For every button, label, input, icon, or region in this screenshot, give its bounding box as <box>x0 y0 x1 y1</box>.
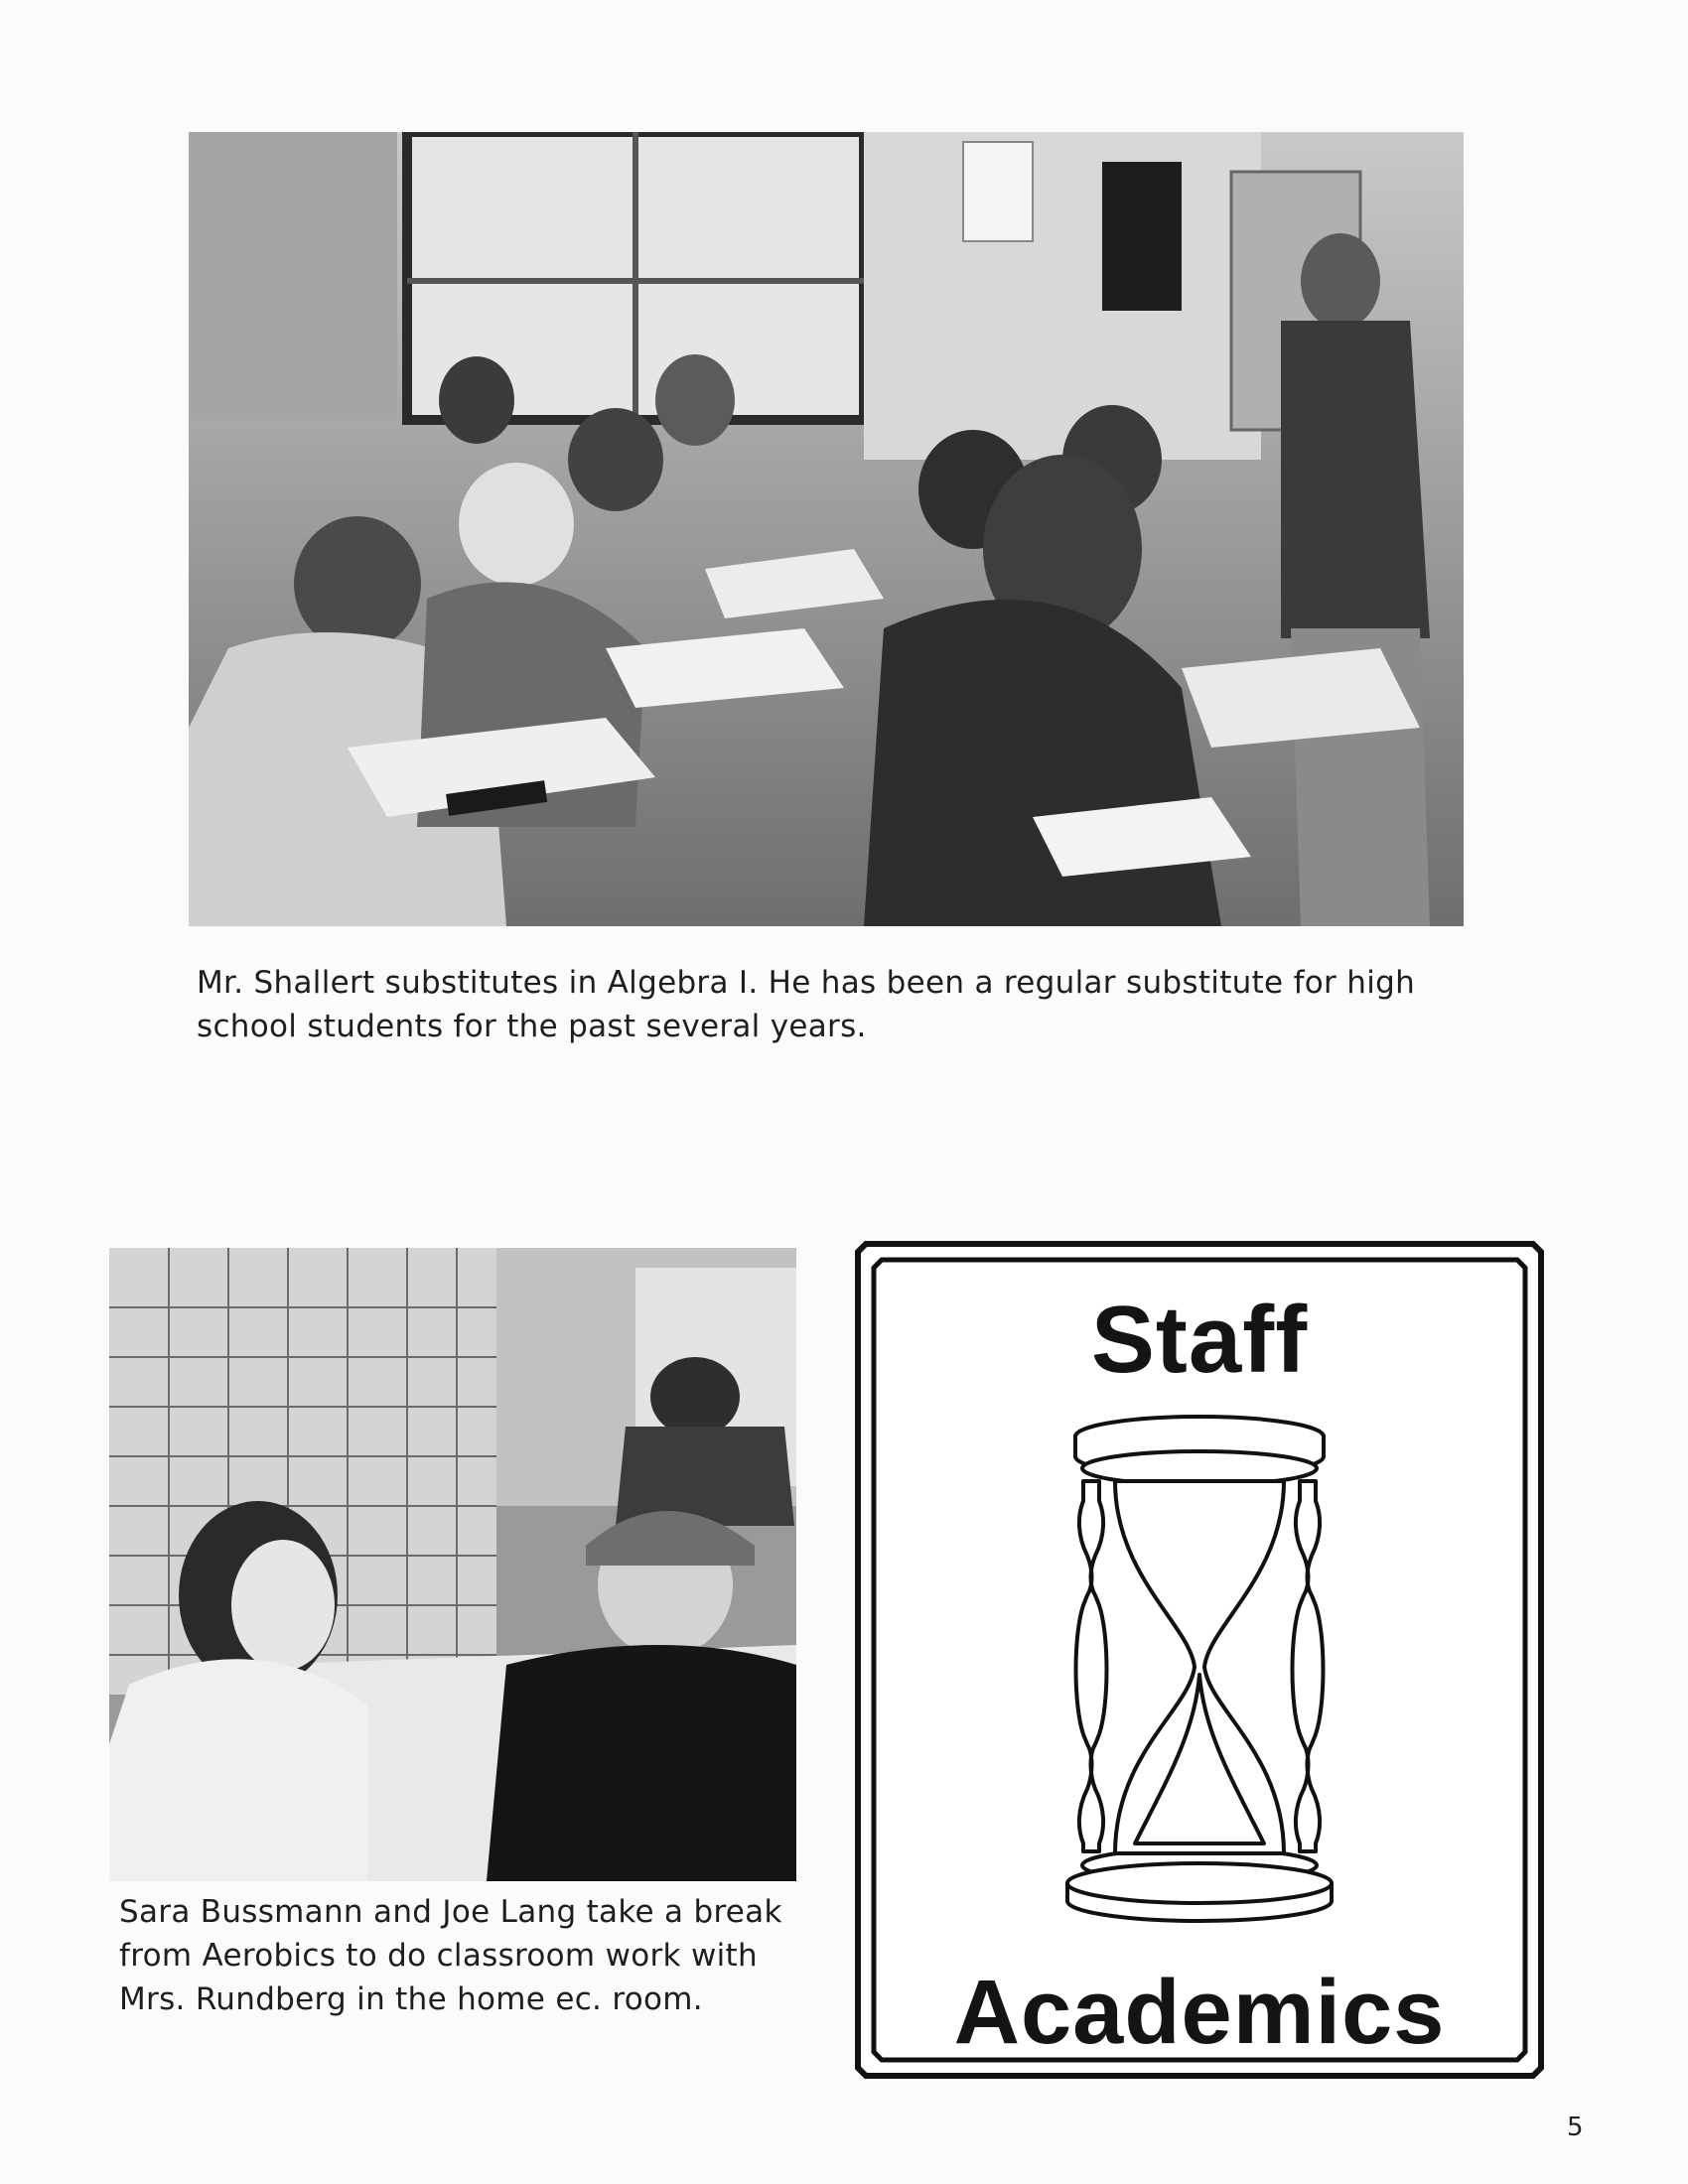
hourglass-icon <box>1046 1407 1353 1923</box>
classroom-photo-image <box>189 132 1464 926</box>
sign-title-academics: Academics <box>953 1962 1446 2063</box>
home-ec-photo <box>109 1248 796 1881</box>
section-sign <box>852 1238 1547 2082</box>
home-ec-photo-caption: Sara Bussmann and Joe Lang take a break from Aerobics to do classroom work with Mrs. Rundberg in the home ec. room. <box>119 1894 782 2017</box>
home-ec-photo-image <box>109 1248 796 1881</box>
classroom-photo <box>189 132 1464 926</box>
sign-title-staff: Staff <box>1090 1287 1309 1393</box>
page-number: 5 <box>1567 2113 1584 2142</box>
classroom-photo-caption: Mr. Shallert substitutes in Algebra I. He has been a regular substitute for high school students for the past several years. <box>197 965 1416 1044</box>
